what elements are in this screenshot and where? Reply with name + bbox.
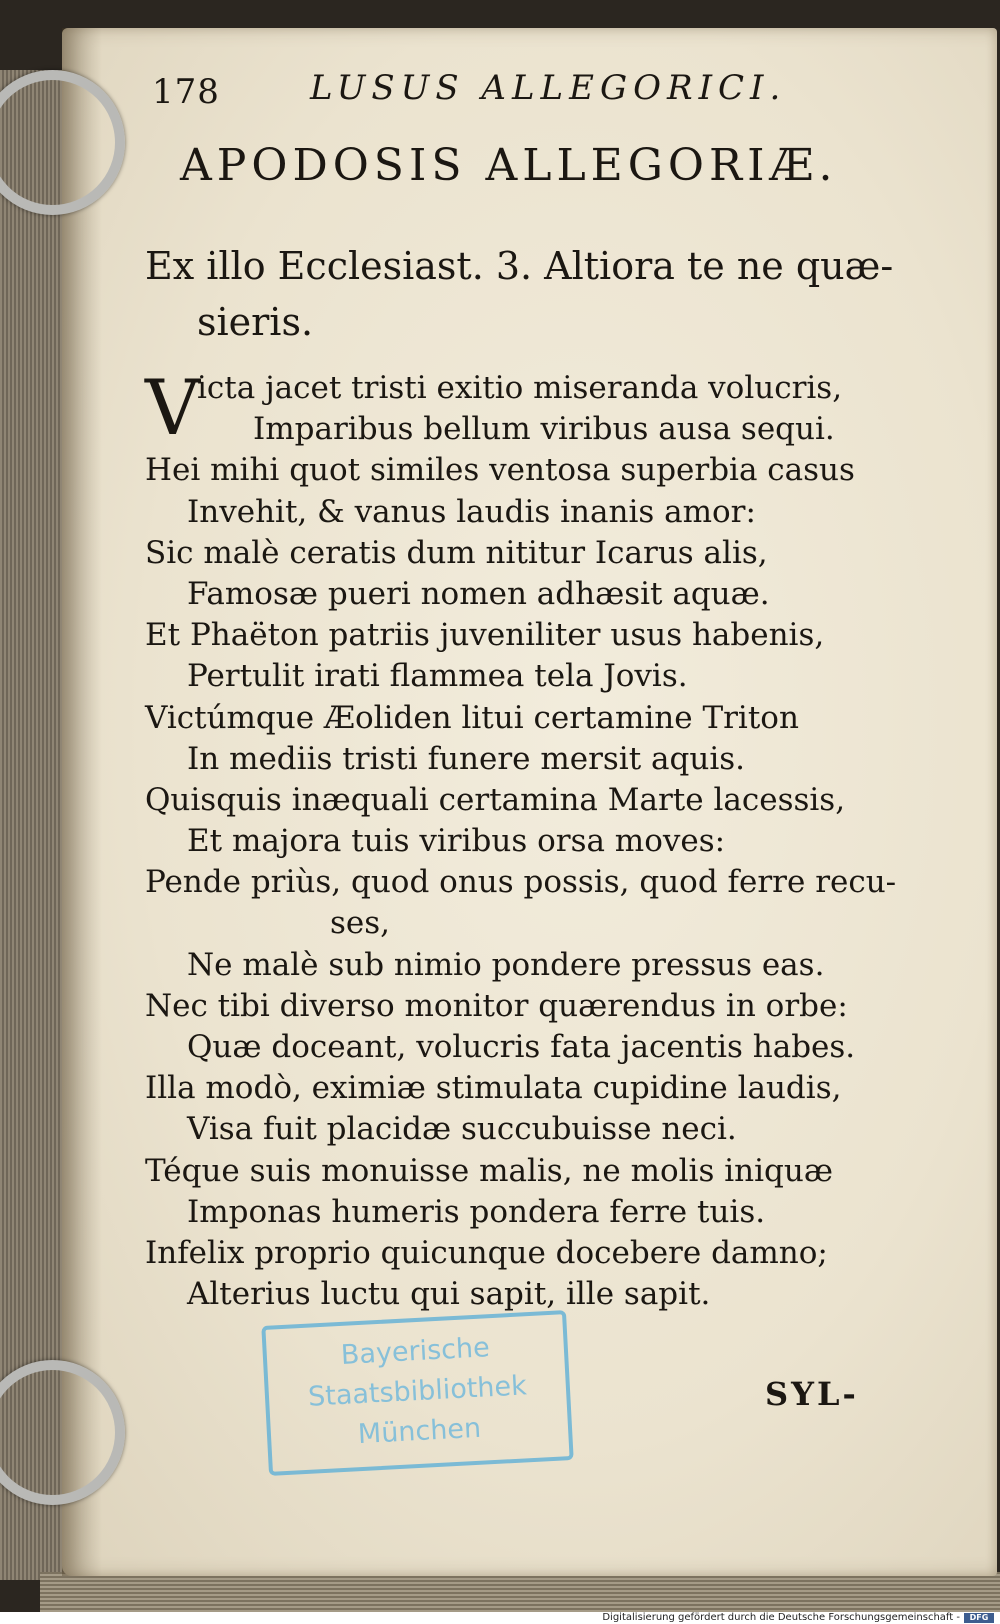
poem-line: Et Phaëton patriis juveniliter usus habenis, <box>145 617 825 654</box>
poem-line: Famosæ pueri nomen adhæsit aquæ. <box>187 575 770 612</box>
poem-line: Nec tibi diverso monitor quærendus in orbe: <box>145 987 848 1024</box>
poem-line: Visa fuit placidæ succubuisse neci. <box>187 1111 737 1148</box>
poem-line: Sic malè ceratis dum nititur Icarus alis, <box>145 534 768 571</box>
poem-line: Infelix proprio quicunque docebere damno; <box>145 1234 828 1271</box>
footer-credit: Digitalisierung gefördert durch die Deutsche Forschungsgemeinschaft - <box>602 1612 960 1623</box>
poem-line: Pertulit irati flammea tela Jovis. <box>187 658 688 695</box>
running-head: LUSUS ALLEGORICI. <box>310 68 787 108</box>
poem-line: Illa modò, eximiæ stimulata cupidine laudis, <box>145 1070 842 1107</box>
poem-line: Hei mihi quot similes ventosa superbia casus <box>145 452 855 489</box>
catchword: SYL- <box>765 1375 859 1413</box>
dfg-logo: DFG <box>964 1613 994 1623</box>
poem-line: Téque suis monuisse malis, ne molis iniquæ <box>145 1152 833 1189</box>
poem-line: Invehit, & vanus laudis inanis amor: <box>187 493 756 530</box>
poem-first-line-text: icta jacet tristi exitio miseranda volucris, <box>197 370 843 406</box>
drop-cap: V <box>145 363 200 452</box>
poem <box>145 363 925 1315</box>
stamp-line-3: München <box>357 1412 482 1451</box>
poem-line-turnover: ses, <box>330 905 391 942</box>
book-bottom-edges <box>40 1572 1000 1612</box>
poem-line: Et majora tuis viribus orsa moves: <box>187 823 726 860</box>
poem-line: Imponas humeris pondera ferre tuis. <box>187 1193 766 1230</box>
library-stamp <box>261 1310 573 1476</box>
section-title: APODOSIS ALLEGORIÆ. <box>180 140 838 191</box>
poem-line: Imparibus bellum viribus ausa sequi. <box>253 411 835 448</box>
motto <box>145 238 925 350</box>
page-number: 178 <box>152 72 220 112</box>
poem-line: Alterius luctu qui sapit, ille sapit. <box>187 1276 711 1313</box>
stamp-line-2: Staatsbibliothek <box>307 1370 528 1413</box>
motto-line-1: Ex illo Ecclesiast. 3. Altiora te ne quæ- <box>145 244 894 288</box>
gutter-shadow <box>62 28 102 1576</box>
motto-line-2: sieris. <box>197 300 314 344</box>
book-page-edges <box>0 70 70 1580</box>
poem-line: Quæ doceant, volucris fata jacentis habes. <box>187 1029 856 1065</box>
poem-line: Quisquis inæquali certamina Marte lacessis, <box>145 781 846 818</box>
stamp-line-1: Bayerische <box>340 1332 491 1371</box>
poem-line: Pende priùs, quod onus possis, quod ferre recu- <box>145 864 897 901</box>
poem-line: In mediis tristi funere mersit aquis. <box>187 740 745 777</box>
poem-line: Victúmque Æoliden litui certamine Triton <box>145 699 799 736</box>
poem-line: Ne malè sub nimio pondere pressus eas. <box>187 946 825 983</box>
